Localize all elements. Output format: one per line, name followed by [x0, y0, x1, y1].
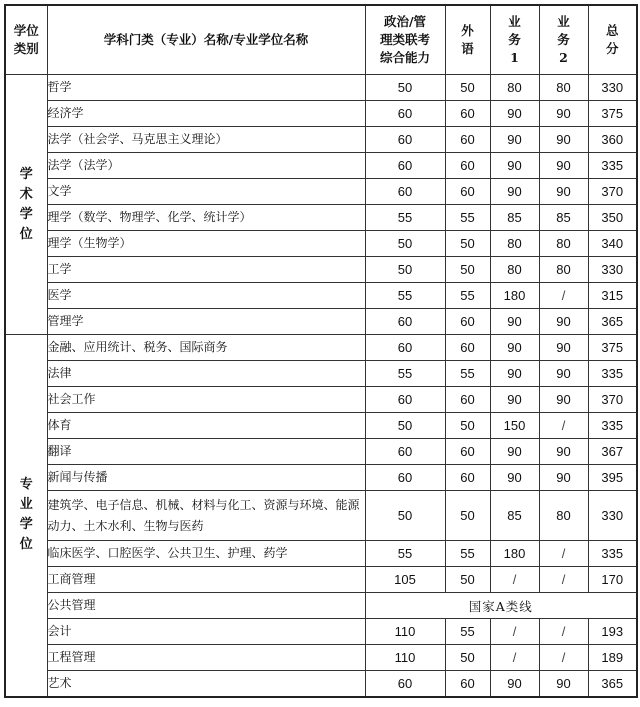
score-major2: 90 — [539, 465, 588, 491]
score-politics: 60 — [365, 465, 445, 491]
table-row — [5, 283, 637, 309]
score-major2: / — [539, 541, 588, 567]
subject-name: 公共管理 — [47, 593, 365, 619]
score-politics: 110 — [365, 645, 445, 671]
score-foreign: 60 — [445, 309, 490, 335]
score-major2: 80 — [539, 75, 588, 101]
subject-name: 社会工作 — [47, 387, 365, 413]
score-politics: 110 — [365, 619, 445, 645]
score-foreign: 50 — [445, 645, 490, 671]
header-category-stack: 学位 类别 — [13, 23, 39, 56]
score-politics: 50 — [365, 75, 445, 101]
score-foreign: 50 — [445, 75, 490, 101]
score-foreign: 60 — [445, 101, 490, 127]
score-total: 335 — [588, 153, 637, 179]
score-total: 330 — [588, 491, 637, 541]
score-major2: 90 — [539, 179, 588, 205]
score-major2: 90 — [539, 101, 588, 127]
header-total: 总 分 — [588, 5, 637, 75]
header-row — [5, 5, 637, 75]
subject-name: 理学（数学、物理学、化学、统计学） — [47, 205, 365, 231]
subject-name: 管理学 — [47, 309, 365, 335]
score-major1: 150 — [490, 413, 539, 439]
score-total: 335 — [588, 541, 637, 567]
score-major1: 90 — [490, 179, 539, 205]
score-note: 国家A类线 — [365, 593, 637, 619]
score-foreign: 55 — [445, 361, 490, 387]
score-major2: / — [539, 567, 588, 593]
score-foreign: 55 — [445, 619, 490, 645]
table-row — [5, 567, 637, 593]
header-foreign: 外 语 — [445, 5, 490, 75]
score-major2: 90 — [539, 335, 588, 361]
score-politics: 60 — [365, 335, 445, 361]
score-politics: 55 — [365, 205, 445, 231]
score-total: 360 — [588, 127, 637, 153]
score-politics: 60 — [365, 309, 445, 335]
table-body — [5, 75, 637, 697]
score-total: 335 — [588, 361, 637, 387]
table-row — [5, 153, 637, 179]
table-row — [5, 231, 637, 257]
subject-name: 法律 — [47, 361, 365, 387]
score-politics: 55 — [365, 541, 445, 567]
header-politics: 政治/管 理类联考 综合能力 — [365, 5, 445, 75]
score-politics: 55 — [365, 361, 445, 387]
score-major1: 90 — [490, 439, 539, 465]
score-foreign: 60 — [445, 465, 490, 491]
table-row — [5, 413, 637, 439]
degree-category: 学 术 学 位 — [5, 75, 47, 335]
subject-name: 新闻与传播 — [47, 465, 365, 491]
subject-name: 哲学 — [47, 75, 365, 101]
subject-name: 翻译 — [47, 439, 365, 465]
score-politics: 60 — [365, 127, 445, 153]
score-total: 335 — [588, 413, 637, 439]
score-politics: 50 — [365, 257, 445, 283]
score-major2: 90 — [539, 361, 588, 387]
table-row — [5, 335, 637, 361]
score-foreign: 60 — [445, 335, 490, 361]
score-major2: 90 — [539, 127, 588, 153]
score-major2: 85 — [539, 205, 588, 231]
score-total: 330 — [588, 257, 637, 283]
score-politics: 60 — [365, 671, 445, 697]
score-total: 375 — [588, 101, 637, 127]
table-row — [5, 619, 637, 645]
table-row — [5, 541, 637, 567]
score-foreign: 60 — [445, 671, 490, 697]
score-table — [4, 4, 638, 698]
score-politics: 60 — [365, 179, 445, 205]
score-major1: 90 — [490, 309, 539, 335]
score-major1: 90 — [490, 361, 539, 387]
subject-name: 工商管理 — [47, 567, 365, 593]
score-foreign: 55 — [445, 205, 490, 231]
subject-name: 理学（生物学） — [47, 231, 365, 257]
score-major1: 80 — [490, 231, 539, 257]
score-major2: 90 — [539, 309, 588, 335]
table-row — [5, 439, 637, 465]
score-major1: 90 — [490, 101, 539, 127]
score-major1: / — [490, 645, 539, 671]
score-politics: 60 — [365, 439, 445, 465]
score-total: 189 — [588, 645, 637, 671]
score-foreign: 50 — [445, 413, 490, 439]
score-major2: 80 — [539, 491, 588, 541]
subject-name: 医学 — [47, 283, 365, 309]
score-major2: 90 — [539, 387, 588, 413]
score-foreign: 50 — [445, 491, 490, 541]
score-major2: / — [539, 413, 588, 439]
score-total: 365 — [588, 671, 637, 697]
score-foreign: 60 — [445, 127, 490, 153]
subject-name: 建筑学、电子信息、机械、材料与化工、资源与环境、能源动力、土木水利、生物与医药 — [47, 491, 365, 541]
score-politics: 55 — [365, 283, 445, 309]
subject-name: 金融、应用统计、税务、国际商务 — [47, 335, 365, 361]
score-major1: 85 — [490, 205, 539, 231]
score-politics: 60 — [365, 153, 445, 179]
subject-name: 法学（社会学、马克思主义理论） — [47, 127, 365, 153]
score-total: 395 — [588, 465, 637, 491]
subject-name: 会计 — [47, 619, 365, 645]
score-foreign: 60 — [445, 387, 490, 413]
score-major1: 80 — [490, 257, 539, 283]
table-row — [5, 593, 637, 619]
table-row — [5, 465, 637, 491]
score-total: 193 — [588, 619, 637, 645]
score-major2: 90 — [539, 439, 588, 465]
table-row — [5, 361, 637, 387]
table-row — [5, 75, 637, 101]
score-total: 375 — [588, 335, 637, 361]
score-major1: 85 — [490, 491, 539, 541]
score-total: 370 — [588, 387, 637, 413]
score-total: 340 — [588, 231, 637, 257]
table-row — [5, 179, 637, 205]
score-politics: 105 — [365, 567, 445, 593]
score-total: 330 — [588, 75, 637, 101]
score-total: 367 — [588, 439, 637, 465]
score-foreign: 50 — [445, 257, 490, 283]
table-row — [5, 491, 637, 541]
score-major2: 80 — [539, 231, 588, 257]
subject-name: 艺术 — [47, 671, 365, 697]
score-major1: 80 — [490, 75, 539, 101]
subject-name: 体育 — [47, 413, 365, 439]
score-major1: 90 — [490, 387, 539, 413]
score-major1: 90 — [490, 465, 539, 491]
score-major1: / — [490, 619, 539, 645]
subject-name: 经济学 — [47, 101, 365, 127]
score-total: 170 — [588, 567, 637, 593]
score-major1: 90 — [490, 127, 539, 153]
subject-name: 文学 — [47, 179, 365, 205]
score-total: 350 — [588, 205, 637, 231]
table-row — [5, 387, 637, 413]
degree-category: 专 业 学 位 — [5, 335, 47, 697]
score-major2: 90 — [539, 671, 588, 697]
score-major1: / — [490, 567, 539, 593]
score-major1: 90 — [490, 335, 539, 361]
subject-name: 临床医学、口腔医学、公共卫生、护理、药学 — [47, 541, 365, 567]
score-major2: / — [539, 645, 588, 671]
header-major2: 业 务 2 — [539, 5, 588, 75]
score-politics: 50 — [365, 491, 445, 541]
score-politics: 50 — [365, 413, 445, 439]
score-foreign: 50 — [445, 231, 490, 257]
table-row — [5, 671, 637, 697]
score-foreign: 60 — [445, 439, 490, 465]
score-major1: 180 — [490, 541, 539, 567]
score-major2: / — [539, 283, 588, 309]
score-foreign: 60 — [445, 153, 490, 179]
score-politics: 60 — [365, 387, 445, 413]
header-major1: 业 务 1 — [490, 5, 539, 75]
table-row — [5, 127, 637, 153]
score-foreign: 55 — [445, 283, 490, 309]
score-major2: 90 — [539, 153, 588, 179]
header-category — [5, 5, 47, 75]
score-total: 370 — [588, 179, 637, 205]
score-foreign: 60 — [445, 179, 490, 205]
score-major1: 90 — [490, 153, 539, 179]
score-total: 315 — [588, 283, 637, 309]
subject-name: 法学（法学） — [47, 153, 365, 179]
table-row — [5, 309, 637, 335]
score-politics: 50 — [365, 231, 445, 257]
subject-name: 工程管理 — [47, 645, 365, 671]
score-major2: / — [539, 619, 588, 645]
table-row — [5, 101, 637, 127]
header-subject: 学科门类（专业）名称/专业学位名称 — [47, 5, 365, 75]
score-major1: 180 — [490, 283, 539, 309]
subject-name: 工学 — [47, 257, 365, 283]
score-politics: 60 — [365, 101, 445, 127]
table-row — [5, 257, 637, 283]
table-row — [5, 645, 637, 671]
score-major1: 90 — [490, 671, 539, 697]
score-major2: 80 — [539, 257, 588, 283]
score-foreign: 55 — [445, 541, 490, 567]
table-row — [5, 205, 637, 231]
score-foreign: 50 — [445, 567, 490, 593]
score-total: 365 — [588, 309, 637, 335]
